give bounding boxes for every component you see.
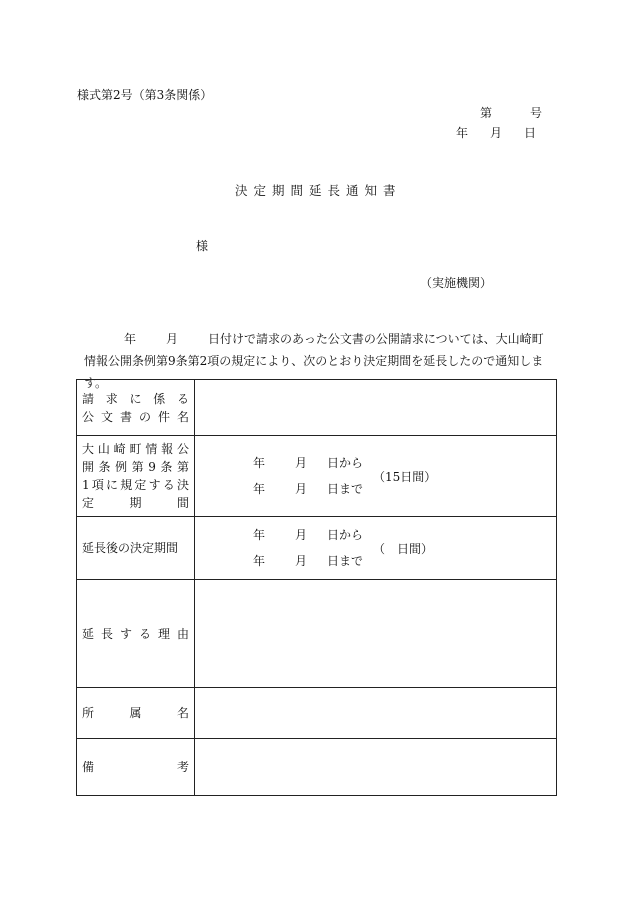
addressee-suffix: 様 xyxy=(196,239,209,253)
label-remarks xyxy=(77,739,195,796)
label-extended-period xyxy=(77,517,195,580)
extended-from: 年 月 日から xyxy=(253,528,364,542)
label-line: 定 期 間 xyxy=(82,496,189,510)
issue-date-line xyxy=(456,124,536,141)
label-line: 延長後の決定期間 xyxy=(82,541,179,555)
document-title: 決定期間延長通知書 xyxy=(235,183,402,198)
extended-days-note: （ 日間） xyxy=(373,541,434,556)
value-extended-period[interactable] xyxy=(195,517,557,580)
table-row-remarks xyxy=(77,739,557,796)
extended-to: 年 月 日まで xyxy=(253,554,364,568)
table-row-decision-period xyxy=(77,436,557,517)
body-year: 年 xyxy=(124,332,137,346)
date-day: 日 xyxy=(524,126,537,140)
table-row-document-name xyxy=(77,380,557,436)
label-line: 1項に規定する決 xyxy=(82,478,189,492)
label-line: 公文書の件名 xyxy=(82,409,189,424)
period-from: 年 月 日から xyxy=(253,456,364,470)
label-document-name xyxy=(77,380,195,436)
value-reason[interactable] xyxy=(195,580,557,688)
value-department[interactable] xyxy=(195,688,557,739)
label-line: 所属名 xyxy=(82,706,189,720)
period-to: 年 月 日まで xyxy=(253,482,364,496)
label-line: 延長する理由 xyxy=(82,626,189,641)
table-row-extended-period xyxy=(77,517,557,580)
number-suffix: 号 xyxy=(530,106,543,120)
document-number-line xyxy=(480,104,542,121)
value-decision-period[interactable] xyxy=(195,436,557,517)
date-year: 年 xyxy=(456,126,469,140)
value-document-name[interactable] xyxy=(195,380,557,436)
label-reason xyxy=(77,580,195,688)
body-text: 日付けで請求のあった公文書の公開請求については、大山崎町情報公開条例第9条第2項の規定により、次のとおり決定期間を延長したので通知します。 xyxy=(84,332,544,390)
table-row-department xyxy=(77,688,557,739)
label-decision-period xyxy=(77,436,195,517)
body-month: 月 xyxy=(166,332,179,346)
period-days-note: （15日間） xyxy=(373,469,437,484)
date-month: 月 xyxy=(490,126,503,140)
label-line: 請求に係る xyxy=(82,391,189,406)
label-line: 大山崎町情報公 xyxy=(82,442,189,456)
value-remarks[interactable] xyxy=(195,739,557,796)
number-prefix: 第 xyxy=(480,106,493,120)
table-row-reason xyxy=(77,580,557,688)
label-department xyxy=(77,688,195,739)
implementing-agency: （実施機関） xyxy=(420,276,493,290)
label-line: 備考 xyxy=(82,760,189,774)
form-number-label: 様式第2号（第3条関係） xyxy=(77,88,213,102)
label-line: 開条例第9条第 xyxy=(82,460,189,474)
extension-table xyxy=(76,379,557,796)
